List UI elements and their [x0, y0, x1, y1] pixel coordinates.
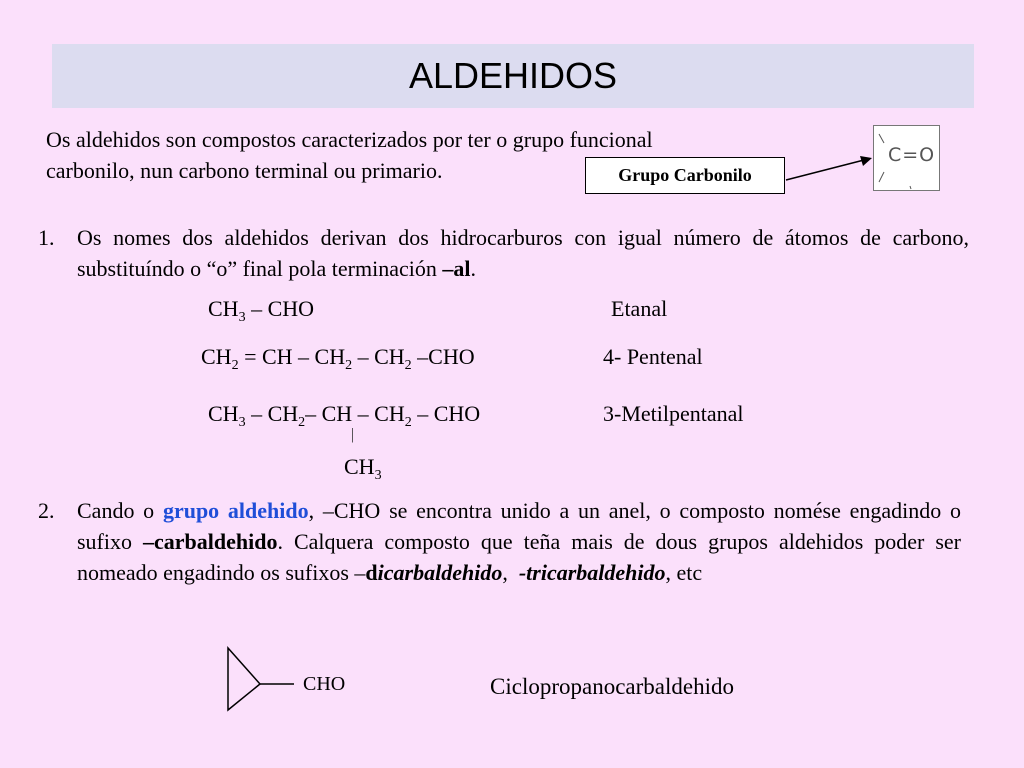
carbonyl-structure [873, 125, 940, 191]
grupo-aldehido-term: grupo aldehido [162, 498, 309, 523]
item-1-text-end: . [470, 256, 476, 281]
item-1-suffix: –al [442, 256, 471, 281]
arrow-icon [784, 150, 876, 186]
intro-line-1: Os aldehidos son compostos caracterizados por ter o grupo funcional [46, 127, 653, 152]
item-2-text: Cando o grupo aldehido, –CHO se encontra unido a un anel, o composto nomése engadindo o sufixo –carbaldehido. Calquera composto que teña mais de dous grupos aldehidos poder ser nomeado engadindo os sufixos –dicarbaldehido, -tricarbaldehido, etc [77, 498, 962, 585]
carbonyl-formula: C=O [888, 144, 936, 166]
name-pentenal: 4- Pentenal [603, 344, 703, 369]
cyclopropane-ring-icon [222, 644, 302, 716]
page-title: ALDEHIDOS [408, 55, 618, 96]
cyclo-name: Ciclopropanocarbaldehido [490, 674, 734, 699]
branch-bond: | [351, 426, 355, 443]
name-etanal: Etanal [611, 296, 668, 321]
item-1-text-a: Os nomes dos aldehidos derivan dos hidrocarburos con igual número de átomos de carbono, substituíndo o “o” final pola terminación [77, 225, 969, 281]
item-1-number: 1. [38, 225, 55, 250]
name-metilpentanal: 3-Metilpentanal [603, 401, 744, 426]
formula-pentenal: $CH_2$ = CH – $CH_2 - CH_2$ –CHO [201, 344, 475, 373]
formula-etanal: $CH_3$ – CHO [208, 296, 315, 325]
branch-methyl: $CH_3$ [344, 454, 382, 483]
formula-metilpentanal: $CH_3 - CH_2-$ CH – $CH_2$ – CHO [208, 401, 481, 430]
title-bar [52, 44, 974, 108]
cho-group-label: CHO [303, 673, 346, 695]
carbonyl-group-label: Grupo Carbonilo [585, 157, 785, 194]
intro-line-2: carbonilo, nun carbono terminal ou primario. [46, 158, 443, 183]
item-2-number: 2. [38, 498, 55, 523]
item-1-text [77, 222, 969, 284]
